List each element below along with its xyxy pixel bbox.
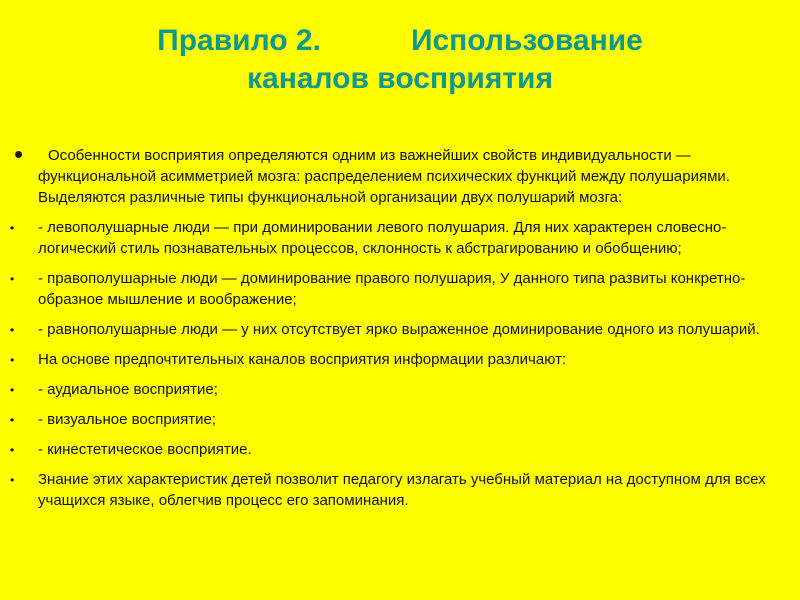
paragraph-text: Особенности восприятия определяются одним из важнейших свойств индивидуальности — функциональной асимметрией мозга: распределением психических функций между полушариями. Выделяются различные типы функциональной организации двух полушарий мозга: bbox=[38, 147, 730, 206]
list-item bbox=[10, 268, 795, 310]
list-item bbox=[10, 379, 795, 400]
slide-title bbox=[0, 22, 800, 98]
list-item bbox=[10, 349, 795, 370]
bullet-icon: • bbox=[10, 413, 15, 427]
list-item-text: - левополушарные люди — при доминировании левого полушария. Для них характерен словесно-логический стиль познавательных процессов, склонность к абстрагированию и обобщению; bbox=[38, 219, 727, 257]
list-item-text: - правополушарные люди — доминирование правого полушария, У данного типа развиты конкретно-образное мышление и воображение; bbox=[38, 270, 746, 308]
bullet-icon: • bbox=[10, 323, 15, 337]
list-item-text: На основе предпочтительных каналов восприятия информации различают: bbox=[38, 351, 567, 368]
body-paragraph bbox=[10, 139, 795, 208]
bullet-icon: • bbox=[10, 383, 15, 397]
list-item-text: - кинестетическое восприятие. bbox=[38, 441, 252, 458]
title-rule-number: Правило 2. bbox=[157, 24, 321, 57]
bullet-icon: • bbox=[10, 473, 15, 487]
list-item-text: - аудиальное восприятие; bbox=[38, 381, 218, 398]
bullet-icon: • bbox=[10, 272, 15, 286]
list-item-text: Знание этих характеристик детей позволит педагогу излагать учебный материал на доступном для всех учащихся языке, облегчив процесс его запоминания. bbox=[38, 471, 766, 509]
bullet-icon: • bbox=[14, 139, 24, 169]
title-topic: Использование bbox=[410, 24, 643, 57]
title-line-1 bbox=[0, 22, 800, 60]
bullet-icon: • bbox=[10, 221, 15, 235]
list-item bbox=[10, 217, 795, 259]
list-item bbox=[10, 469, 795, 511]
list-item bbox=[10, 439, 795, 460]
list-item bbox=[10, 319, 795, 340]
slide-body bbox=[10, 139, 795, 520]
list-item-text: - визуальное восприятие; bbox=[38, 411, 216, 428]
bullet-icon: • bbox=[10, 353, 15, 367]
list-item-text: - равнополушарные люди — у них отсутствует ярко выраженное доминирование одного из полушарий. bbox=[38, 321, 760, 338]
bullet-icon: • bbox=[10, 443, 15, 457]
list-item bbox=[10, 409, 795, 430]
title-line-2: каналов восприятия bbox=[247, 62, 553, 95]
